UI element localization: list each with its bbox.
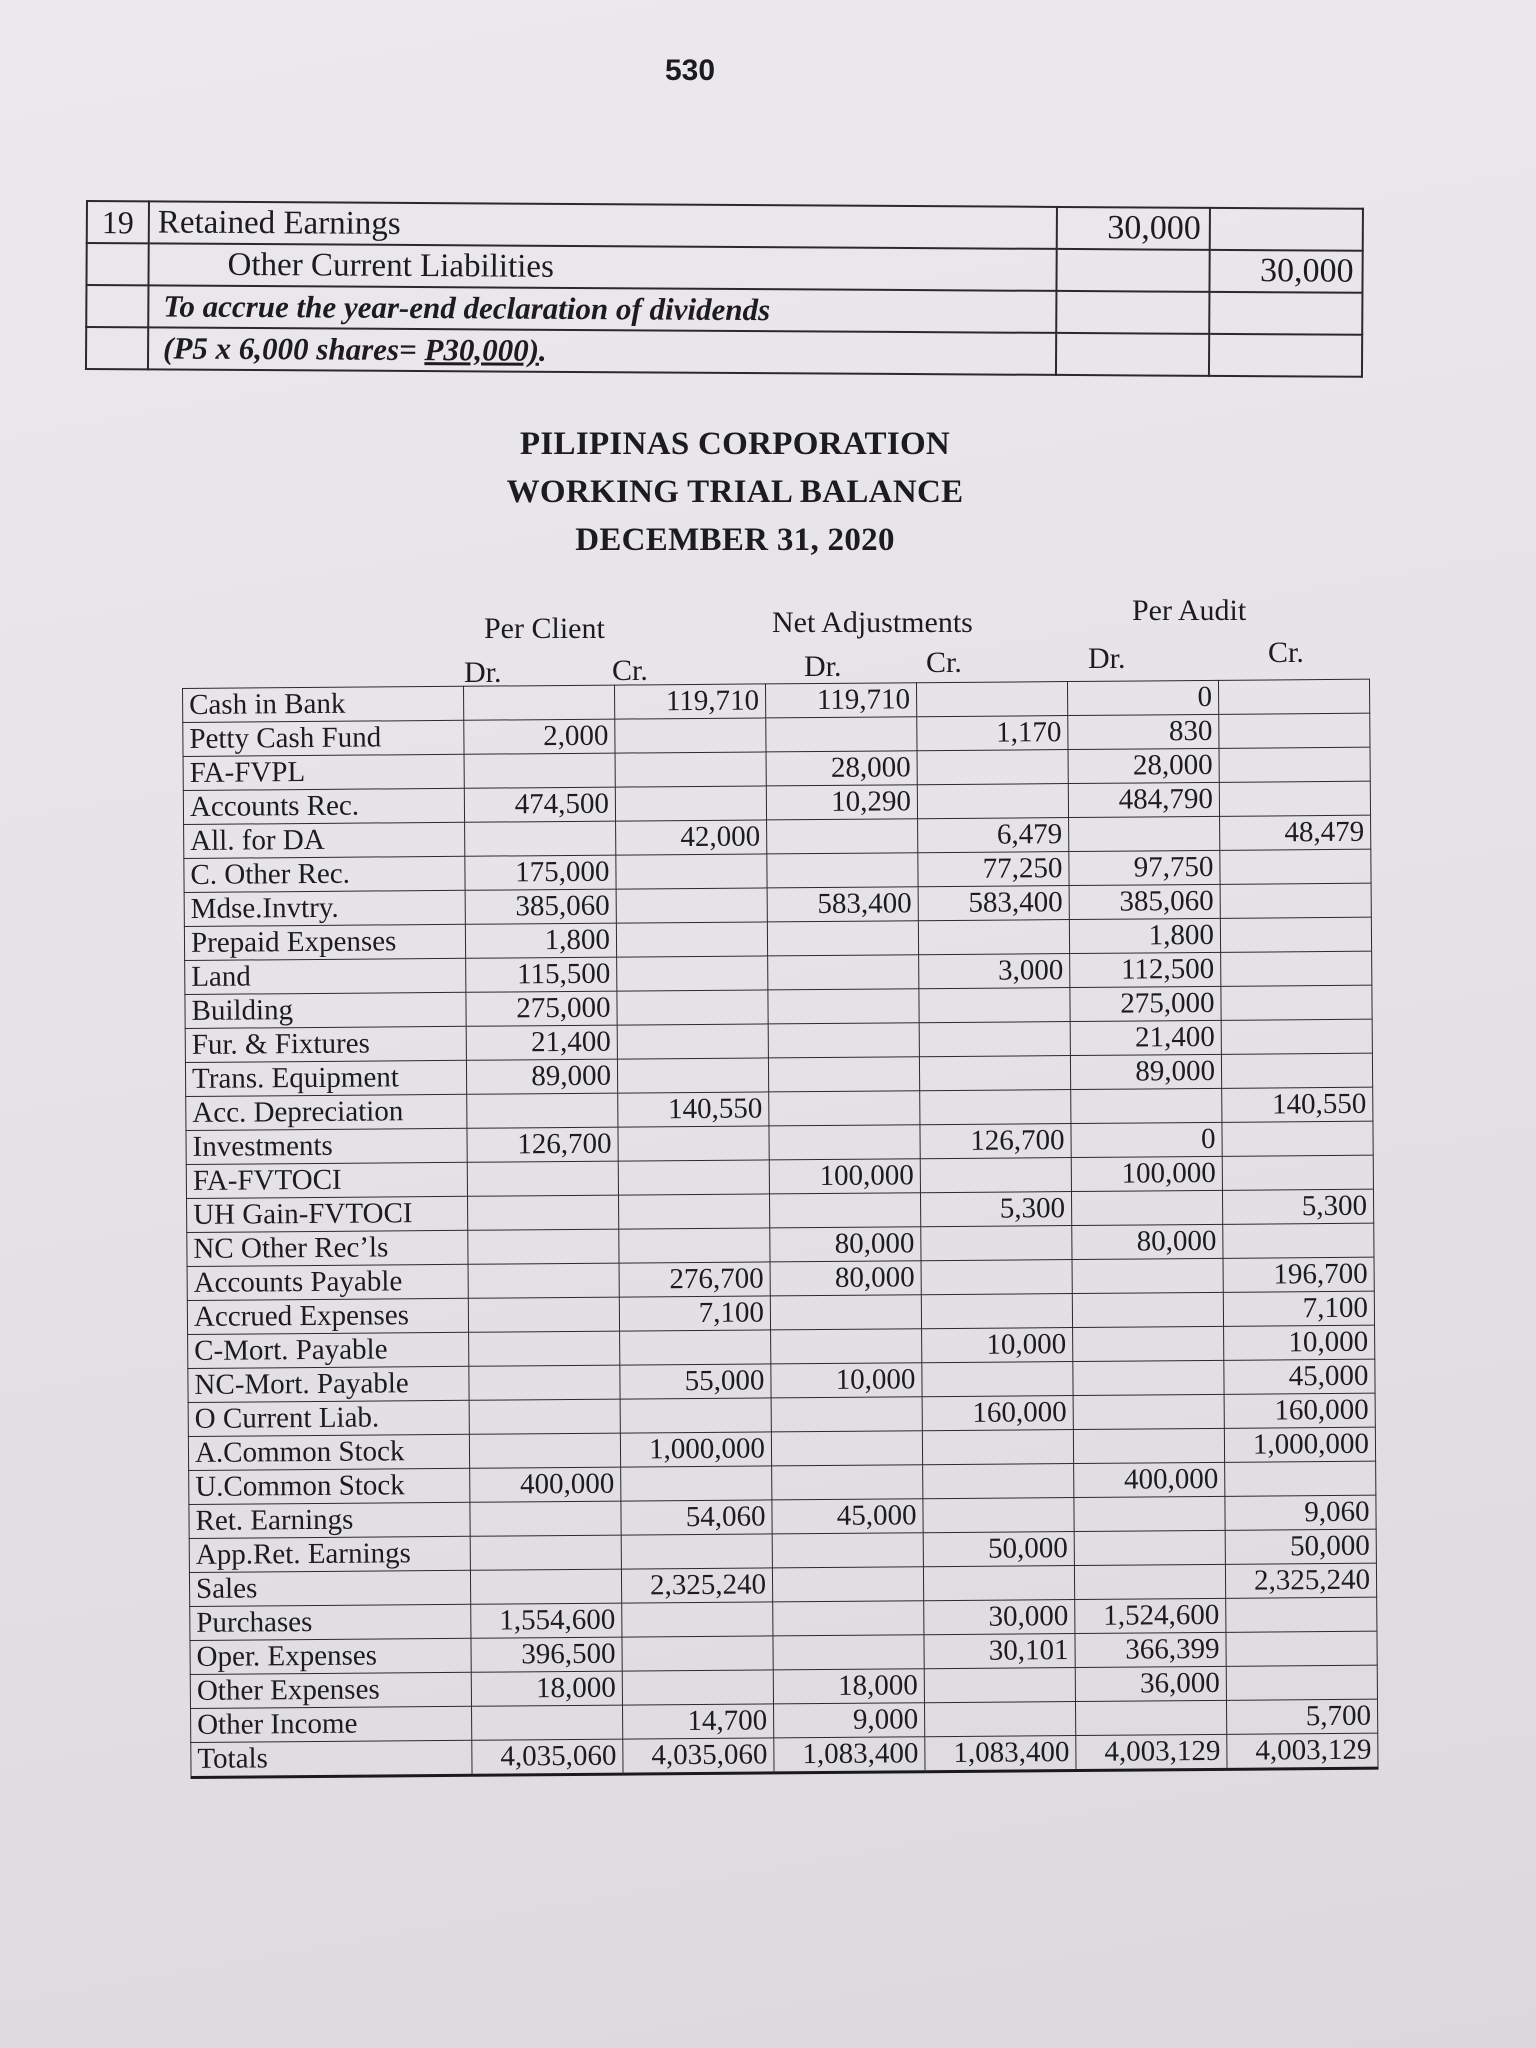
per-client-cr-cell: 1,000,000 <box>620 1432 771 1467</box>
per-audit-dr-cell: 4,003,129 <box>1076 1734 1227 1770</box>
explanation-text-c: . <box>538 332 547 368</box>
per-audit-dr-cell: 1,524,600 <box>1075 1598 1226 1633</box>
per-client-cr-cell: 4,035,060 <box>623 1738 774 1774</box>
per-client-cr-cell <box>620 1330 771 1365</box>
adjustment-cr-cell: 77,250 <box>918 852 1069 887</box>
per-client-cr-cell <box>617 1024 768 1059</box>
per-client-cr-cell: 14,700 <box>623 1704 774 1739</box>
per-client-cr-cell <box>615 786 766 821</box>
account-cell: Oper. Expenses <box>190 1638 471 1674</box>
adjustment-dr-cell: 45,000 <box>772 1499 923 1534</box>
per-client-cr-cell: 54,060 <box>621 1500 772 1535</box>
adjustment-cr-cell: 6,479 <box>918 818 1069 853</box>
adjustment-dr-cell <box>771 1397 922 1432</box>
account-cell: Investments <box>186 1128 467 1164</box>
per-audit-dr-cell <box>1073 1360 1224 1395</box>
per-audit-dr-cell: 21,400 <box>1070 1020 1221 1055</box>
journal-explanation-line-2 <box>148 327 1056 375</box>
per-client-cr-cell <box>622 1670 773 1705</box>
per-client-dr-cell: 1,554,600 <box>471 1603 622 1638</box>
net-adjustments-header: Net Adjustments <box>772 606 973 639</box>
per-client-cr-cell: 276,700 <box>619 1262 770 1297</box>
account-cell: Acc. Depreciation <box>186 1094 467 1130</box>
per-audit-cr-cell <box>1222 1121 1373 1156</box>
per-audit-dr-cell: 484,790 <box>1068 782 1219 817</box>
adjustment-dr-cell <box>768 989 919 1024</box>
per-audit-cr-cell <box>1219 747 1370 782</box>
per-audit-dr-cell <box>1074 1564 1225 1599</box>
adjustment-dr-cell: 583,400 <box>767 887 918 922</box>
per-audit-cr-cell: 45,000 <box>1224 1359 1375 1394</box>
account-cell: O Current Liab. <box>188 1400 469 1436</box>
per-client-dr-cell: 2,000 <box>464 719 615 754</box>
per-client-dr-cell: 275,000 <box>466 991 617 1026</box>
per-audit-dr-cell: 400,000 <box>1074 1462 1225 1497</box>
per-audit-dr-cell <box>1071 1088 1222 1123</box>
per-client-cr-cell <box>616 854 767 889</box>
per-client-cr-cell <box>622 1636 773 1671</box>
adjustment-cr-cell <box>922 1430 1073 1465</box>
per-audit-dr-cell: 36,000 <box>1075 1666 1226 1701</box>
per-audit-cr-cell: 10,000 <box>1224 1325 1375 1360</box>
explanation-text-amount: P30,000) <box>424 332 540 368</box>
adjustment-dr-cell <box>772 1465 923 1500</box>
per-client-cr-cell <box>621 1534 772 1569</box>
adjustment-dr-cell <box>771 1329 922 1364</box>
per-client-cr-cell <box>621 1466 772 1501</box>
per-client-dr-cell <box>470 1501 621 1536</box>
per-client-dr-cell: 474,500 <box>464 787 615 822</box>
journal-debit-account: Retained Earnings <box>149 201 1057 249</box>
per-audit-cr-cell: 4,003,129 <box>1227 1733 1378 1769</box>
adjustment-dr-cell <box>772 1567 923 1602</box>
adjustment-dr-cell: 100,000 <box>769 1159 920 1194</box>
adjustment-cr-cell <box>917 784 1068 819</box>
adjustment-dr-cell <box>772 1533 923 1568</box>
account-cell: All. for DA <box>184 822 465 858</box>
per-audit-cr-cell <box>1223 1223 1374 1258</box>
adjustment-cr-cell: 30,000 <box>924 1600 1075 1635</box>
per-audit-cr-cell: 48,479 <box>1220 815 1371 850</box>
adjustment-dr-cell <box>773 1601 924 1636</box>
adjustment-dr-cell <box>767 853 918 888</box>
per-client-cr-cell: 119,710 <box>614 684 765 719</box>
per-audit-cr-cell: 9,060 <box>1225 1495 1376 1530</box>
account-cell: Fur. & Fixtures <box>185 1026 466 1062</box>
account-cell: C-Mort. Payable <box>188 1332 469 1368</box>
audit-cr-header: Cr. <box>1268 636 1304 669</box>
adjustment-cr-cell <box>919 1056 1070 1091</box>
adjustment-cr-cell <box>924 1702 1075 1737</box>
page-number: 530 <box>664 54 716 87</box>
per-client-cr-cell <box>618 1194 769 1229</box>
per-client-dr-cell: 89,000 <box>466 1059 617 1094</box>
per-client-dr-cell <box>464 753 615 788</box>
adjustment-dr-cell <box>770 1295 921 1330</box>
per-audit-cr-cell: 50,000 <box>1225 1529 1376 1564</box>
per-audit-dr-cell <box>1074 1530 1225 1565</box>
adjustment-cr-cell <box>922 1362 1073 1397</box>
adjustment-cr-cell: 5,300 <box>920 1192 1071 1227</box>
trial-balance-table <box>182 679 1379 1779</box>
adjustment-dr-cell <box>767 921 918 956</box>
per-client-dr-cell: 400,000 <box>470 1467 621 1502</box>
adjustment-cr-cell: 30,101 <box>924 1634 1075 1669</box>
per-audit-dr-cell <box>1073 1394 1224 1429</box>
account-cell: Building <box>185 992 466 1028</box>
audit-dr-header: Dr. <box>1088 642 1126 675</box>
per-audit-dr-cell <box>1073 1326 1224 1361</box>
per-audit-cr-cell: 1,000,000 <box>1224 1427 1375 1462</box>
account-cell: Land <box>185 958 466 994</box>
per-client-dr-cell <box>469 1399 620 1434</box>
per-client-cr-cell <box>615 752 766 787</box>
per-audit-cr-cell <box>1221 985 1372 1020</box>
per-client-dr-cell: 396,500 <box>471 1637 622 1672</box>
account-cell: Cash in Bank <box>183 686 464 722</box>
per-client-cr-cell <box>615 718 766 753</box>
per-client-dr-cell: 4,035,060 <box>472 1739 623 1775</box>
per-audit-cr-cell <box>1226 1665 1377 1700</box>
per-audit-cr-cell <box>1221 951 1372 986</box>
account-cell: A.Common Stock <box>188 1434 469 1470</box>
per-audit-dr-cell: 830 <box>1068 714 1219 749</box>
journal-row-explanation-2 <box>86 327 1362 377</box>
per-client-dr-cell: 18,000 <box>471 1671 622 1706</box>
per-audit-dr-cell: 366,399 <box>1075 1632 1226 1667</box>
per-client-cr-cell <box>618 1126 769 1161</box>
per-audit-dr-cell <box>1071 1190 1222 1225</box>
per-client-cr-cell <box>616 922 767 957</box>
per-audit-dr-cell: 0 <box>1071 1122 1222 1157</box>
account-cell: Totals <box>191 1740 472 1777</box>
journal-credit-amount: 30,000 <box>1209 250 1362 293</box>
report-name: WORKING TRIAL BALANCE <box>506 474 964 510</box>
per-audit-dr-cell: 89,000 <box>1070 1054 1221 1089</box>
per-client-dr-cell <box>467 1093 618 1128</box>
per-client-cr-cell: 55,000 <box>620 1364 771 1399</box>
account-cell: App.Ret. Earnings <box>189 1536 470 1572</box>
account-cell: Petty Cash Fund <box>183 720 464 756</box>
account-cell: Other Income <box>191 1706 472 1742</box>
per-client-dr-cell <box>468 1263 619 1298</box>
per-audit-dr-cell: 97,750 <box>1069 850 1220 885</box>
per-audit-dr-cell <box>1075 1700 1226 1735</box>
account-cell: C. Other Rec. <box>184 856 465 892</box>
adjustment-cr-cell: 10,000 <box>922 1328 1073 1363</box>
per-client-cr-cell: 140,550 <box>618 1092 769 1127</box>
per-audit-dr-cell: 275,000 <box>1070 986 1221 1021</box>
per-audit-dr-cell: 1,800 <box>1069 918 1220 953</box>
per-audit-cr-cell <box>1220 849 1371 884</box>
adjustment-dr-cell: 119,710 <box>765 683 916 718</box>
per-audit-cr-cell <box>1225 1461 1376 1496</box>
per-audit-dr-cell: 80,000 <box>1072 1224 1223 1259</box>
per-audit-dr-cell: 0 <box>1067 680 1218 715</box>
per-audit-dr-cell <box>1069 816 1220 851</box>
account-cell: UH Gain-FVTOCI <box>187 1196 468 1232</box>
per-client-dr-cell: 126,700 <box>467 1127 618 1162</box>
adjustment-cr-cell: 3,000 <box>919 954 1070 989</box>
adjustment-cr-cell <box>923 1498 1074 1533</box>
per-audit-cr-cell <box>1220 883 1371 918</box>
per-client-cr-cell: 7,100 <box>619 1296 770 1331</box>
account-cell: Accrued Expenses <box>187 1298 468 1334</box>
adjustment-dr-cell <box>768 1023 919 1058</box>
per-client-dr-cell <box>468 1297 619 1332</box>
per-audit-cr-cell <box>1218 679 1369 714</box>
adjustment-dr-cell <box>771 1431 922 1466</box>
account-cell: FA-FVPL <box>183 754 464 790</box>
per-audit-cr-cell <box>1222 1155 1373 1190</box>
per-audit-dr-cell: 100,000 <box>1071 1156 1222 1191</box>
per-client-cr-cell <box>622 1602 773 1637</box>
per-audit-cr-cell <box>1226 1597 1377 1632</box>
per-client-cr-cell <box>617 990 768 1025</box>
account-cell: NC Other Rec’ls <box>187 1230 468 1266</box>
account-cell: Accounts Payable <box>187 1264 468 1300</box>
per-audit-cr-cell <box>1219 713 1370 748</box>
per-audit-dr-cell <box>1073 1428 1224 1463</box>
journal-debit-amount: 30,000 <box>1057 207 1210 250</box>
adjustment-dr-cell: 1,083,400 <box>774 1737 925 1773</box>
account-cell: FA-FVTOCI <box>186 1162 467 1198</box>
per-client-dr-cell <box>469 1433 620 1468</box>
adjustment-cr-cell <box>921 1226 1072 1261</box>
journal-credit-account: Other Current Liabilities <box>148 243 1056 291</box>
account-cell: Trans. Equipment <box>185 1060 466 1096</box>
per-client-cr-cell: 2,325,240 <box>621 1568 772 1603</box>
adjustment-dr-cell: 9,000 <box>773 1703 924 1738</box>
adjustment-dr-cell: 10,290 <box>766 785 917 820</box>
adjustment-cr-cell <box>919 988 1070 1023</box>
per-client-cr-cell <box>619 1228 770 1263</box>
per-audit-cr-cell <box>1221 1019 1372 1054</box>
adjustment-dr-cell <box>769 1091 920 1126</box>
per-client-dr-cell <box>463 685 614 720</box>
adjustment-dr-cell: 10,000 <box>771 1363 922 1398</box>
adjustment-dr-cell <box>766 717 917 752</box>
per-client-dr-cell <box>468 1195 619 1230</box>
per-audit-cr-cell: 196,700 <box>1223 1257 1374 1292</box>
per-audit-cr-cell: 5,700 <box>1226 1699 1377 1734</box>
adjustment-cr-cell <box>918 920 1069 955</box>
account-cell: NC-Mort. Payable <box>188 1366 469 1402</box>
adjustment-dr-cell <box>773 1635 924 1670</box>
client-cr-header: Cr. <box>612 654 648 687</box>
per-audit-cr-cell: 140,550 <box>1222 1087 1373 1122</box>
per-client-dr-cell: 385,060 <box>465 889 616 924</box>
per-audit-cr-cell <box>1226 1631 1377 1666</box>
adjustment-dr-cell: 80,000 <box>770 1227 921 1262</box>
per-client-dr-cell: 175,000 <box>465 855 616 890</box>
adjustment-cr-cell: 50,000 <box>923 1532 1074 1567</box>
journal-explanation-line-1: To accrue the year-end declaration of dividends <box>148 285 1056 333</box>
per-client-cr-cell <box>620 1398 771 1433</box>
per-client-dr-cell: 21,400 <box>466 1025 617 1060</box>
adjustment-cr-cell <box>916 682 1067 717</box>
adj-cr-header: Cr. <box>926 646 962 679</box>
per-audit-dr-cell <box>1072 1292 1223 1327</box>
adjustment-cr-cell <box>917 750 1068 785</box>
per-client-dr-cell: 115,500 <box>466 957 617 992</box>
per-audit-dr-cell <box>1072 1258 1223 1293</box>
per-audit-dr-cell <box>1074 1496 1225 1531</box>
per-client-dr-cell <box>467 1161 618 1196</box>
adjustment-cr-cell <box>923 1464 1074 1499</box>
adjustment-cr-cell <box>919 1022 1070 1057</box>
per-audit-cr-cell: 5,300 <box>1222 1189 1373 1224</box>
adjustment-cr-cell <box>921 1294 1072 1329</box>
per-client-dr-cell <box>469 1331 620 1366</box>
per-audit-cr-cell: 7,100 <box>1223 1291 1374 1326</box>
account-cell: Accounts Rec. <box>183 788 464 824</box>
per-audit-cr-cell <box>1221 1053 1372 1088</box>
per-client-cr-cell <box>617 1058 768 1093</box>
adjustment-cr-cell: 1,170 <box>917 716 1068 751</box>
adjustment-dr-cell <box>769 1193 920 1228</box>
adjustment-dr-cell <box>768 1057 919 1092</box>
per-audit-header: Per Audit <box>1132 594 1247 627</box>
account-cell: Ret. Earnings <box>189 1502 470 1538</box>
adjustment-dr-cell: 18,000 <box>773 1669 924 1704</box>
account-cell: Sales <box>189 1570 470 1606</box>
account-cell: Other Expenses <box>190 1672 471 1708</box>
per-client-cr-cell: 42,000 <box>616 820 767 855</box>
client-dr-header: Dr. <box>464 656 502 689</box>
account-cell: Prepaid Expenses <box>184 924 465 960</box>
adjustment-dr-cell: 80,000 <box>770 1261 921 1296</box>
adjustment-cr-cell: 583,400 <box>918 886 1069 921</box>
adjustment-cr-cell: 126,700 <box>920 1124 1071 1159</box>
explanation-text-a: (P5 x 6,000 shares= <box>162 330 425 368</box>
per-client-header: Per Client <box>484 612 605 645</box>
adjustment-cr-cell: 1,083,400 <box>925 1736 1076 1772</box>
per-audit-dr-cell: 112,500 <box>1070 952 1221 987</box>
adjustment-cr-cell: 160,000 <box>922 1396 1073 1431</box>
adjustment-dr-cell <box>767 819 918 854</box>
account-cell: U.Common Stock <box>189 1468 470 1504</box>
per-client-dr-cell <box>470 1569 621 1604</box>
per-client-dr-cell <box>465 821 616 856</box>
journal-entry-number: 19 <box>87 201 149 243</box>
per-client-dr-cell <box>470 1535 621 1570</box>
adjustment-dr-cell: 28,000 <box>766 751 917 786</box>
journal-credit-empty <box>1210 208 1363 251</box>
adjustment-cr-cell <box>920 1158 1071 1193</box>
per-audit-dr-cell: 385,060 <box>1069 884 1220 919</box>
adjustment-cr-cell <box>920 1090 1071 1125</box>
per-client-dr-cell: 1,800 <box>465 923 616 958</box>
per-audit-cr-cell: 2,325,240 <box>1225 1563 1376 1598</box>
per-audit-cr-cell: 160,000 <box>1224 1393 1375 1428</box>
adjustment-dr-cell <box>769 1125 920 1160</box>
per-client-dr-cell <box>468 1229 619 1264</box>
account-cell: Purchases <box>190 1604 471 1640</box>
adj-dr-header: Dr. <box>804 650 842 683</box>
adjustment-dr-cell <box>768 955 919 990</box>
journal-entry-table <box>85 200 1364 378</box>
per-audit-dr-cell: 28,000 <box>1068 748 1219 783</box>
per-client-cr-cell <box>618 1160 769 1195</box>
per-audit-cr-cell <box>1220 917 1371 952</box>
per-client-dr-cell <box>469 1365 620 1400</box>
adjustment-cr-cell <box>924 1668 1075 1703</box>
per-audit-cr-cell <box>1219 781 1370 816</box>
adjustment-cr-cell <box>921 1260 1072 1295</box>
per-client-cr-cell <box>617 956 768 991</box>
per-client-dr-cell <box>472 1705 623 1740</box>
per-client-cr-cell <box>616 888 767 923</box>
account-cell: Mdse.Invtry. <box>184 890 465 926</box>
company-name: PILIPINAS CORPORATION <box>519 426 951 462</box>
report-date: DECEMBER 31, 2020 <box>575 522 895 558</box>
adjustment-cr-cell <box>923 1566 1074 1601</box>
